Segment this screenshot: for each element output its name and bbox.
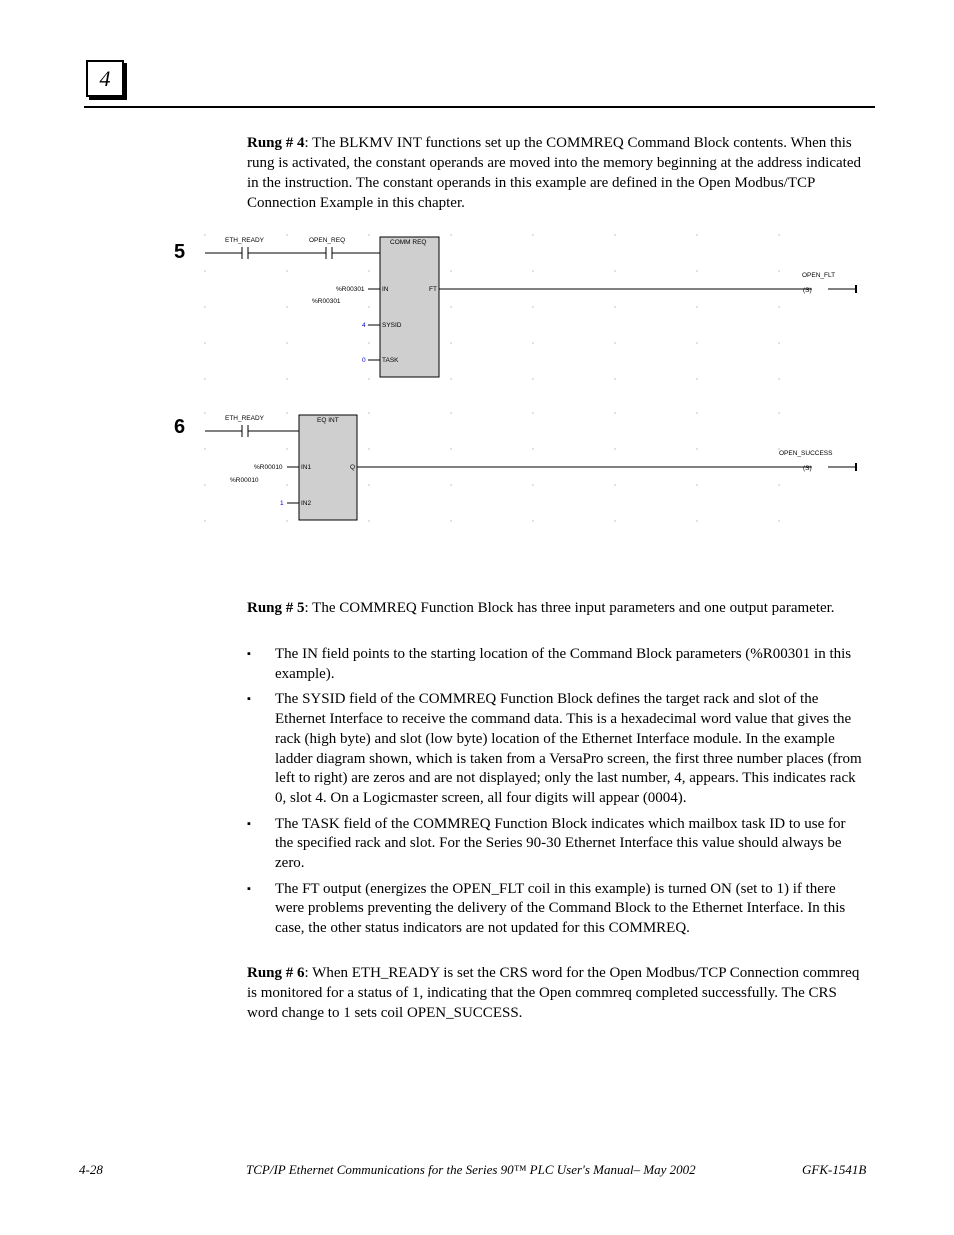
- grid-dot: [286, 306, 287, 307]
- footer-page-number: 4-28: [79, 1162, 103, 1177]
- rung5-label: Rung # 5: [247, 600, 305, 616]
- grid-dot: [532, 342, 533, 343]
- grid-dot: [532, 270, 533, 271]
- grid-dot: [450, 342, 451, 343]
- list-item: ▪ The TASK field of the COMMREQ Function Block indicates which mailbox task ID to use for the specified rack and slot. For the Series 90-30 Ethernet Interface this value should always be zero.: [247, 815, 846, 872]
- grid-dot: [614, 234, 615, 235]
- grid-dot: [368, 342, 369, 343]
- grid-dot: [532, 484, 533, 485]
- grid-dot: [696, 520, 697, 521]
- commreq-in-label: IN: [382, 286, 389, 293]
- grid-dot: [368, 412, 369, 413]
- grid-dot: [778, 306, 779, 307]
- grid-dot: [696, 378, 697, 379]
- grid-dot: [532, 412, 533, 413]
- grid-dot: [204, 412, 205, 413]
- grid-dot: [450, 412, 451, 413]
- footer-doc-id: GFK-1541B: [802, 1162, 867, 1177]
- grid-dot: [778, 484, 779, 485]
- grid-dot: [778, 270, 779, 271]
- grid-dot: [204, 484, 205, 485]
- grid-dot: [368, 234, 369, 235]
- grid-dot: [204, 306, 205, 307]
- rung5-contact2-label: OPEN_REQ: [309, 237, 346, 244]
- eq-int-in1-address: %R00010: [254, 464, 283, 471]
- commreq-in-address: %R00301: [336, 286, 365, 293]
- grid-dot: [696, 448, 697, 449]
- grid-dot: [450, 306, 451, 307]
- grid-dots: [204, 234, 779, 521]
- grid-dot: [778, 378, 779, 379]
- bullet-marker: ▪: [247, 648, 251, 660]
- list-item: ▪ The FT output (energizes the OPEN_FLT coil in this example) is turned ON (set to 1) if there were problems preventing the delivery of the Command Block to the Ethernet Interface. In this case, the other status indicators are not updated for this COMMREQ.: [247, 880, 846, 937]
- rung4-text: : The BLKMV INT functions set up the COMMREQ Command Block contents. When this rung is activated, the constant operands are moved into the memory beginning at the address indicated in the instruction. The constant operands in this example are defined in the Open Modbus/TCP Connection Example in this chapter.: [247, 135, 861, 211]
- grid-dot: [614, 306, 615, 307]
- grid-dot: [614, 342, 615, 343]
- grid-dot: [778, 234, 779, 235]
- grid-dot: [286, 412, 287, 413]
- grid-dot: [368, 448, 369, 449]
- grid-dot: [204, 448, 205, 449]
- rung6-text: : When ETH_READY is set the CRS word for the Open Modbus/TCP Connection commreq is monitored for a status of 1, indicating that the Open commreq completed successfully. The CRS word change to 1 sets coil OPEN_SUCCESS.: [247, 965, 860, 1021]
- rung6-paragraph: [247, 963, 862, 1023]
- grid-dot: [204, 234, 205, 235]
- grid-dot: [696, 270, 697, 271]
- eq-int-q-label: Q: [350, 464, 356, 471]
- grid-dot: [696, 484, 697, 485]
- rung5-contact1: [225, 237, 265, 259]
- footer-title: TCP/IP Ethernet Communications for the Series 90™ PLC User's Manual– May 2002: [246, 1162, 696, 1177]
- eq-int-block-title: EQ INT: [317, 417, 339, 424]
- list-item: ▪ The IN field points to the starting location of the Command Block parameters (%R00301 in this example).: [247, 646, 852, 682]
- grid-dot: [204, 342, 205, 343]
- grid-dot: [286, 342, 287, 343]
- eq-int-in1-address-ref: %R00010: [230, 477, 259, 484]
- grid-dot: [614, 484, 615, 485]
- grid-dot: [204, 520, 205, 521]
- grid-dot: [696, 234, 697, 235]
- grid-dot: [450, 234, 451, 235]
- eq-int-in2-label: IN2: [301, 500, 312, 507]
- grid-dot: [204, 270, 205, 271]
- grid-dot: [696, 306, 697, 307]
- rung5-coil: (S): [803, 287, 812, 294]
- grid-dot: [614, 378, 615, 379]
- list-item: ▪ The SYSID field of the COMMREQ Function Block defines the target rack and slot of the Ethernet Interface to receive the command data. This is a hexadecimal word value that gives the rack (high byte) and slot (low byte) location of the Ethernet Interface module. In the example ladder diagram shown, which is taken from a VersaPro screen, the first three number places (from left to right) are zeros and are not displayed; only the last number, 4, appears. This indicates rack 0, slot 4. On a Logicmaster screen, all four digits will appear (0004).: [247, 691, 862, 806]
- grid-dot: [286, 234, 287, 235]
- grid-dot: [532, 448, 533, 449]
- rung6-coil-name: OPEN_SUCCESS: [779, 450, 833, 457]
- grid-dot: [286, 484, 287, 485]
- rung6-contact1: [225, 415, 265, 437]
- chapter-number-box: [86, 60, 124, 97]
- grid-dot: [532, 306, 533, 307]
- commreq-in-address-ref: %R00301: [312, 298, 341, 305]
- rung4-label: Rung # 4: [247, 135, 305, 151]
- rung5-contact2: [309, 237, 345, 259]
- grid-dot: [368, 378, 369, 379]
- rung5-contact1-label: ETH_READY: [225, 237, 265, 244]
- commreq-ft-label: FT: [429, 286, 437, 293]
- eq-int-block: [299, 415, 357, 520]
- grid-dot: [778, 520, 779, 521]
- commreq-sysid-value: 4: [362, 322, 366, 329]
- rung5-paragraph: [247, 598, 862, 618]
- rung5-text: : The COMMREQ Function Block has three input parameters and one output parameter.: [304, 600, 835, 616]
- grid-dot: [778, 342, 779, 343]
- commreq-task-value: 0: [362, 357, 366, 364]
- grid-dot: [614, 520, 615, 521]
- eq-int-in1-label: IN1: [301, 464, 312, 471]
- grid-dot: [286, 378, 287, 379]
- commreq-task-label: TASK: [382, 357, 399, 364]
- grid-dot: [696, 412, 697, 413]
- header-rule: [84, 106, 875, 108]
- grid-dot: [286, 448, 287, 449]
- grid-dot: [450, 378, 451, 379]
- commreq-block-title: COMM REQ: [390, 239, 427, 246]
- commreq-block: [380, 237, 439, 377]
- grid-dot: [450, 270, 451, 271]
- eq-int-in2-value: 1: [280, 500, 284, 507]
- grid-dot: [368, 306, 369, 307]
- grid-dot: [450, 520, 451, 521]
- grid-dot: [368, 484, 369, 485]
- rung6-label: Rung # 6: [247, 965, 305, 981]
- bullet-marker: ▪: [247, 817, 251, 830]
- grid-dot: [450, 448, 451, 449]
- commreq-sysid-label: SYSID: [382, 322, 402, 329]
- grid-dot: [532, 378, 533, 379]
- grid-dot: [368, 270, 369, 271]
- chapter-number: 4: [99, 65, 111, 91]
- grid-dot: [614, 412, 615, 413]
- rung5-number: 5: [174, 241, 186, 263]
- rung5-coil-name: OPEN_FLT: [802, 272, 836, 279]
- grid-dot: [532, 520, 533, 521]
- grid-dot: [778, 412, 779, 413]
- grid-dot: [286, 270, 287, 271]
- rung6-coil: (S): [803, 465, 812, 472]
- bullet-marker: ▪: [247, 693, 251, 706]
- parameter-bullet-list: [247, 645, 862, 945]
- grid-dot: [368, 520, 369, 521]
- grid-dot: [450, 484, 451, 485]
- ladder-diagram: [160, 225, 870, 535]
- grid-dot: [614, 270, 615, 271]
- rung6-number: 6: [174, 416, 186, 438]
- bullet-marker: ▪: [247, 882, 251, 895]
- grid-dot: [532, 234, 533, 235]
- grid-dot: [286, 520, 287, 521]
- grid-dot: [204, 378, 205, 379]
- grid-dot: [614, 448, 615, 449]
- rung4-paragraph: [247, 133, 862, 213]
- rung6-contact1-label: ETH_READY: [225, 415, 265, 422]
- grid-dot: [696, 342, 697, 343]
